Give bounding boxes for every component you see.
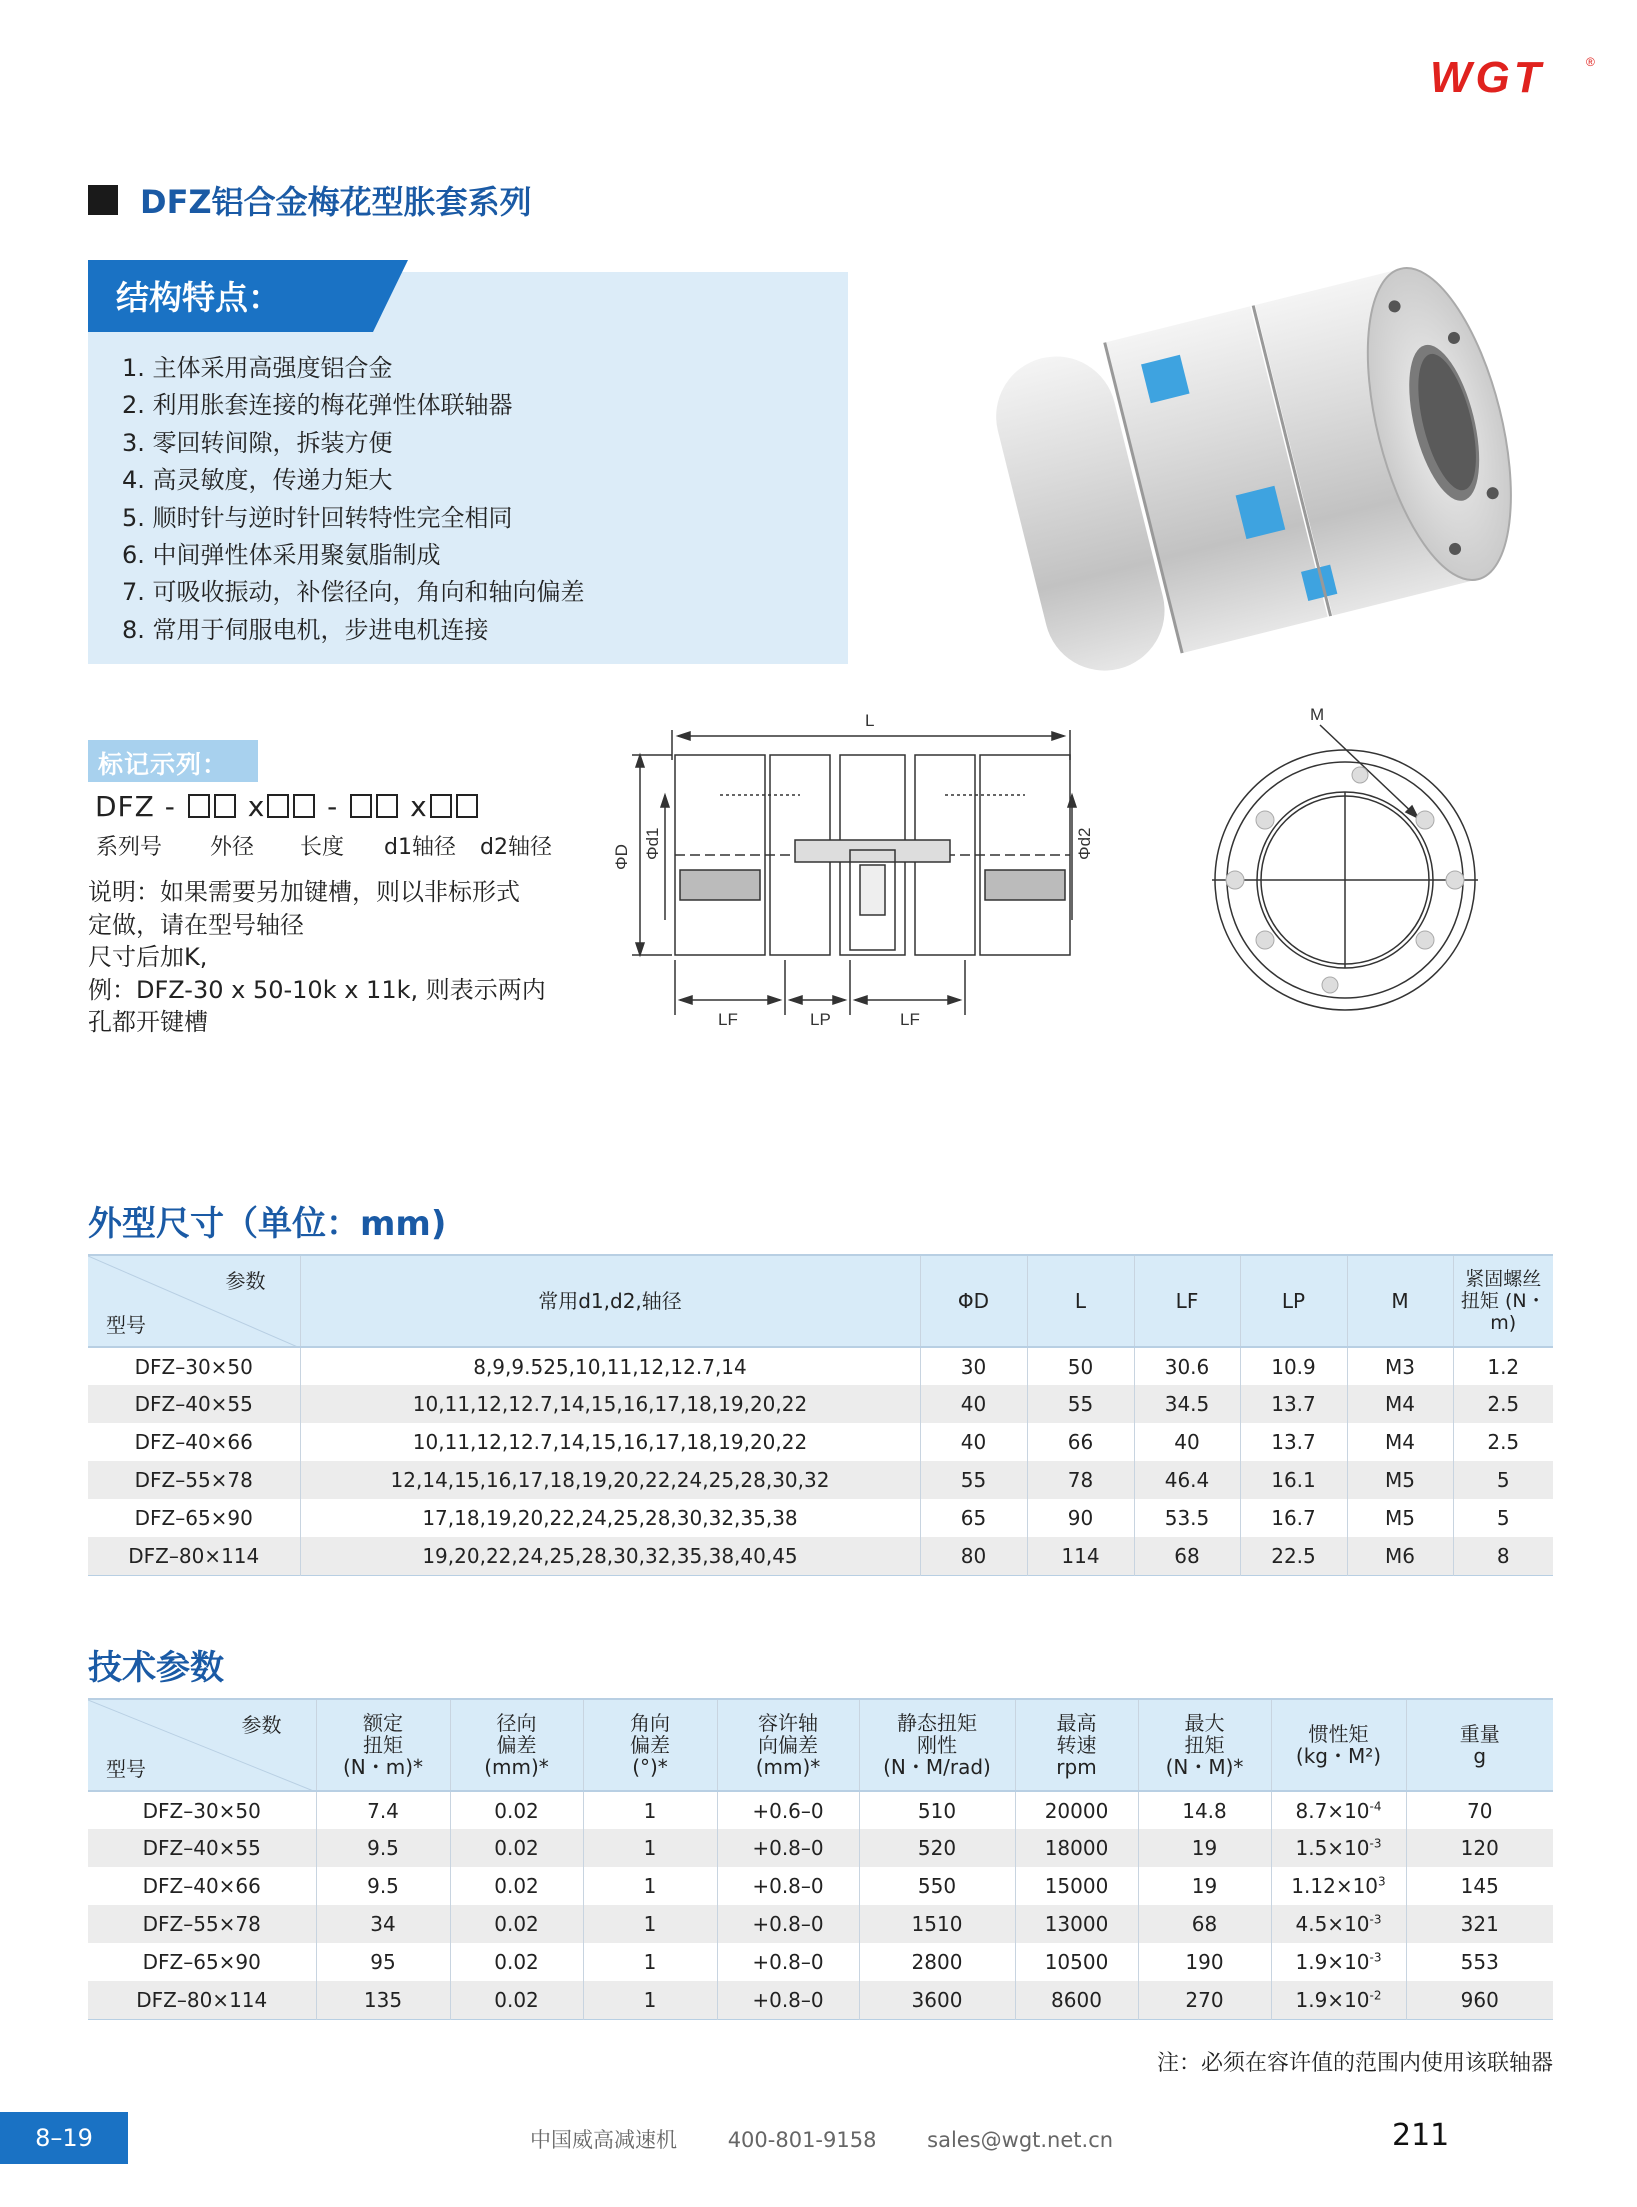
cell: 270 <box>1138 1981 1271 2019</box>
cell: 46.4 <box>1134 1461 1240 1499</box>
features-list <box>122 350 585 649</box>
cell: 960 <box>1460 1987 1499 2012</box>
cell: 553 <box>1460 1950 1499 1974</box>
section-tag: 8–19 <box>0 2112 128 2164</box>
cell: 16.1 <box>1240 1461 1347 1499</box>
cell: $4.5\times 10^{-3}$ <box>1271 1905 1406 1943</box>
code-dash: - <box>327 790 339 823</box>
list-item: 6. 中间弹性体采用聚氨脂制成 <box>122 541 441 570</box>
cell: 55 <box>1027 1385 1134 1423</box>
cell: 550 <box>859 1867 1015 1905</box>
cell: 55 <box>920 1461 1027 1499</box>
dim-LF-left: LF <box>718 1010 738 1029</box>
cell: 15000 <box>1015 1867 1138 1905</box>
cell: +0.6–0 <box>717 1791 859 1829</box>
cell: 8,9,9.525,10,11,12,12.7,14 <box>300 1347 920 1385</box>
cell: 22.5 <box>1240 1537 1347 1575</box>
cell: 0.02 <box>450 1943 583 1981</box>
column-header: 角向 偏差 (°)* <box>583 1699 717 1791</box>
title-square-icon <box>88 185 118 215</box>
cell: 10,11,12,12.7,14,15,16,17,18,19,20,22 <box>300 1385 920 1423</box>
cell: 66 <box>1027 1423 1134 1461</box>
logo-text: WGT <box>1430 53 1545 100</box>
cell: 80 <box>920 1537 1027 1575</box>
table-row <box>88 1461 1553 1499</box>
cell: 70 <box>1467 1798 1493 1823</box>
label-series: 系列号 <box>96 835 163 860</box>
table-row <box>88 1981 1553 2019</box>
dim-D: ΦD <box>612 844 631 870</box>
corner-model: 型号 <box>106 1313 146 1337</box>
list-item: 1. 主体采用高强度铝合金 <box>122 354 393 382</box>
cell: DFZ–55×78 <box>88 1461 300 1499</box>
cell: 145 <box>1460 1874 1499 1898</box>
cell: 8600 <box>1015 1981 1138 2019</box>
cell: +0.8–0 <box>717 1981 859 2019</box>
cell: DFZ–65×90 <box>88 1499 300 1537</box>
footer-email: sales@wgt.net.cn <box>927 2128 1114 2152</box>
cell: 321 <box>1460 1912 1499 1936</box>
cell: $1.12\times 10^3$ <box>1271 1867 1406 1905</box>
code-dash: - <box>164 790 176 823</box>
cell: 68 <box>1134 1537 1240 1575</box>
cell: DFZ–80×114 <box>88 1981 316 2019</box>
code-box <box>350 794 372 818</box>
cell: 0.02 <box>450 1829 583 1867</box>
cell: 30 <box>920 1347 1027 1385</box>
cell: 17,18,19,20,22,24,25,28,30,32,35,38 <box>300 1499 920 1537</box>
table-row <box>88 1943 1553 1981</box>
dim-M: M <box>1310 705 1325 724</box>
cell: 40 <box>920 1385 1027 1423</box>
dim-d2: Φd2 <box>1075 827 1094 860</box>
cell: 2.5 <box>1487 1392 1520 1416</box>
code-box <box>376 794 398 818</box>
cell: 190 <box>1138 1943 1271 1981</box>
cell: M3 <box>1347 1347 1453 1385</box>
page-title: DFZ铝合金梅花型胀套系列 <box>140 183 532 221</box>
technical-heading: 技术参数 <box>88 1648 224 1688</box>
list-item: 5. 顺时针与逆时针回转特性完全相同 <box>122 503 513 532</box>
cell: 2.5 <box>1487 1430 1520 1454</box>
table-row <box>88 1347 1553 1385</box>
note-line: 说明：如果需要另加键槽，则以非标形式 <box>88 878 520 906</box>
cell: 90 <box>1027 1499 1134 1537</box>
column-header: 静态扭矩 刚性 (N・M/rad) <box>859 1699 1015 1791</box>
cell: 114 <box>1027 1537 1134 1575</box>
coupling-product-image <box>975 250 1535 690</box>
table-row <box>88 1829 1553 1867</box>
column-header: 惯性矩 (kg・M²) <box>1271 1699 1406 1791</box>
cell: +0.8–0 <box>717 1867 859 1905</box>
column-header: LP <box>1240 1255 1347 1347</box>
table-row <box>88 1499 1553 1537</box>
cell: 19 <box>1138 1867 1271 1905</box>
label-length: 长度 <box>300 835 345 860</box>
cell: 0.02 <box>450 1791 583 1829</box>
code-x: x <box>410 790 428 823</box>
dim-LP: LP <box>810 1010 831 1029</box>
table-corner <box>88 1699 316 1791</box>
cell: 14.8 <box>1138 1791 1271 1829</box>
corner-param: 参数 <box>225 1269 266 1293</box>
code-box <box>456 794 478 818</box>
footnote: 注：必须在容许值的范围内使用该联轴器 <box>1156 2051 1553 2076</box>
cell: 95 <box>316 1943 450 1981</box>
cell: 8 <box>1496 1543 1510 1568</box>
cell: +0.8–0 <box>717 1943 859 1981</box>
list-item: 4. 高灵敏度，传递力矩大 <box>122 466 393 495</box>
cell: M5 <box>1347 1461 1453 1499</box>
column-header: L <box>1027 1255 1134 1347</box>
logo-registered: ® <box>1586 55 1595 69</box>
cell: 68 <box>1138 1905 1271 1943</box>
table-row <box>88 1791 1553 1829</box>
cell: 9.5 <box>316 1829 450 1867</box>
dimensions-table <box>88 1254 1553 1576</box>
table-row <box>88 1423 1553 1461</box>
cell: M4 <box>1347 1423 1453 1461</box>
column-header: 最大 扭矩 (N・M)* <box>1138 1699 1271 1791</box>
cell: 5 <box>1496 1468 1510 1492</box>
cell: 34 <box>316 1905 450 1943</box>
cell: DFZ–80×114 <box>88 1537 300 1575</box>
cell: 50 <box>1027 1347 1134 1385</box>
code-box <box>430 794 452 818</box>
cell: 12,14,15,16,17,18,19,20,22,24,25,28,30,32 <box>300 1461 920 1499</box>
list-item: 7. 可吸收振动，补偿径向，角向和轴向偏差 <box>122 578 585 607</box>
technical-drawing <box>600 700 1600 1120</box>
table-row <box>88 1537 1553 1575</box>
cell: +0.8–0 <box>717 1829 859 1867</box>
cell: 19,20,22,24,25,28,30,32,35,38,40,45 <box>300 1537 920 1575</box>
technical-table <box>88 1698 1553 2020</box>
cell: 40 <box>920 1423 1027 1461</box>
code-box <box>267 794 289 818</box>
code-x: x <box>247 790 266 823</box>
features-heading: 结构特点： <box>116 278 281 317</box>
column-header: 径向 偏差 (mm)* <box>450 1699 583 1791</box>
code-box <box>188 794 210 818</box>
cell: M4 <box>1347 1385 1453 1423</box>
cell: DFZ–30×50 <box>88 1347 300 1385</box>
corner-param: 参数 <box>241 1713 282 1737</box>
cell: 120 <box>1460 1836 1499 1860</box>
label-d2: d2轴径 <box>480 835 552 860</box>
column-header: M <box>1347 1255 1453 1347</box>
cell: 2800 <box>859 1943 1015 1981</box>
note-line: 例：DFZ-30 x 50-10k x 11k, 则表示两内 <box>88 975 546 1004</box>
column-header: LF <box>1134 1255 1240 1347</box>
cell: 34.5 <box>1134 1385 1240 1423</box>
column-header: 额定 扭矩 (N・m)* <box>316 1699 450 1791</box>
table-corner <box>88 1255 300 1347</box>
note-line: 定做，请在型号轴径 <box>88 910 304 939</box>
cell: 1 <box>583 1943 717 1981</box>
footer-contact <box>530 2124 1157 2154</box>
cell: 65 <box>920 1499 1027 1537</box>
cell: DFZ–40×66 <box>88 1867 316 1905</box>
cell: 510 <box>859 1791 1015 1829</box>
label-d1: d1轴径 <box>384 835 456 860</box>
cell: 78 <box>1027 1461 1134 1499</box>
list-item: 8. 常用于伺服电机，步进电机连接 <box>122 615 489 644</box>
cell: 53.5 <box>1134 1499 1240 1537</box>
cell: 5 <box>1496 1506 1510 1530</box>
cell: 0.02 <box>450 1905 583 1943</box>
wgt-logo <box>1430 52 1600 100</box>
column-header: 容许轴 向偏差 (mm)* <box>717 1699 859 1791</box>
cell: 10,11,12,12.7,14,15,16,17,18,19,20,22 <box>300 1423 920 1461</box>
dim-LF-right: LF <box>900 1010 920 1029</box>
list-item: 2. 利用胀套连接的梅花弹性体联轴器 <box>122 391 513 420</box>
cell: 1.2 <box>1487 1354 1520 1379</box>
cell: 1 <box>583 1791 717 1829</box>
cell: DFZ–65×90 <box>88 1943 316 1981</box>
cell: 20000 <box>1015 1791 1138 1829</box>
code-box <box>214 794 236 818</box>
marking-note <box>88 876 608 1039</box>
corner-model: 型号 <box>106 1757 146 1781</box>
cell: DFZ–40×55 <box>88 1385 300 1423</box>
cell: 9.5 <box>316 1867 450 1905</box>
cell: 3600 <box>859 1981 1015 2019</box>
cell: DFZ–40×55 <box>88 1829 316 1867</box>
note-line: 尺寸后加K, <box>88 943 208 971</box>
code-box <box>293 794 315 818</box>
cell: DFZ–30×50 <box>88 1791 316 1829</box>
cell: 18000 <box>1015 1829 1138 1867</box>
cell: 0.02 <box>450 1867 583 1905</box>
cell: $1.9\times 10^{-3}$ <box>1271 1943 1406 1981</box>
cell: 520 <box>859 1829 1015 1867</box>
table-row <box>88 1385 1553 1423</box>
table-row <box>88 1905 1553 1943</box>
cell: $8.7\times 10^{-4}$ <box>1271 1791 1406 1829</box>
page-title-row <box>88 178 532 222</box>
table-row <box>88 1867 1553 1905</box>
column-header: ΦD <box>920 1255 1027 1347</box>
cell: M6 <box>1347 1537 1453 1575</box>
cell: 16.7 <box>1240 1499 1347 1537</box>
cell: 10.9 <box>1240 1347 1347 1385</box>
dim-d1: Φd1 <box>643 827 662 860</box>
page-number: 211 <box>1392 2118 1450 2153</box>
cell: 19 <box>1138 1829 1271 1867</box>
cell: 10500 <box>1015 1943 1138 1981</box>
footer-phone: 400-801-9158 <box>727 2128 877 2152</box>
cell: $1.9\times 10^{-2}$ <box>1271 1981 1406 2019</box>
cell: 0.02 <box>450 1981 583 2019</box>
column-header: 最高 转速 rpm <box>1015 1699 1138 1791</box>
note-line: 孔都开键槽 <box>88 1008 208 1036</box>
cell: 13.7 <box>1240 1423 1347 1461</box>
cell: +0.8–0 <box>717 1905 859 1943</box>
cell: 1 <box>583 1905 717 1943</box>
code-prefix: DFZ <box>95 790 155 823</box>
cell: 13000 <box>1015 1905 1138 1943</box>
cell: 40 <box>1134 1423 1240 1461</box>
column-header: 常用d1,d2,轴径 <box>300 1255 920 1347</box>
marking-heading: 标记示列： <box>98 750 229 779</box>
cell: 1 <box>583 1981 717 2019</box>
marking-code <box>95 790 480 823</box>
cell: M5 <box>1347 1499 1453 1537</box>
column-header: 紧固螺丝扭矩 (N・m) <box>1453 1255 1553 1347</box>
cell: 1 <box>583 1867 717 1905</box>
cell: $1.5\times 10^{-3}$ <box>1271 1829 1406 1867</box>
cell: 1510 <box>859 1905 1015 1943</box>
dimensions-heading: 外型尺寸（单位：mm) <box>88 1204 447 1244</box>
dim-L: L <box>865 711 875 730</box>
cell: 13.7 <box>1240 1385 1347 1423</box>
cell: 135 <box>316 1981 450 2019</box>
footer-company: 中国威高减速机 <box>530 2128 677 2152</box>
cell: DFZ–55×78 <box>88 1905 316 1943</box>
cell: DFZ–40×66 <box>88 1423 300 1461</box>
column-header: 重量 g <box>1406 1699 1553 1791</box>
label-outer-dia: 外径 <box>210 835 255 860</box>
cell: 30.6 <box>1134 1347 1240 1385</box>
cell: 7.4 <box>316 1791 450 1829</box>
cell: 1 <box>583 1829 717 1867</box>
list-item: 3. 零回转间隙，拆装方便 <box>122 428 393 457</box>
